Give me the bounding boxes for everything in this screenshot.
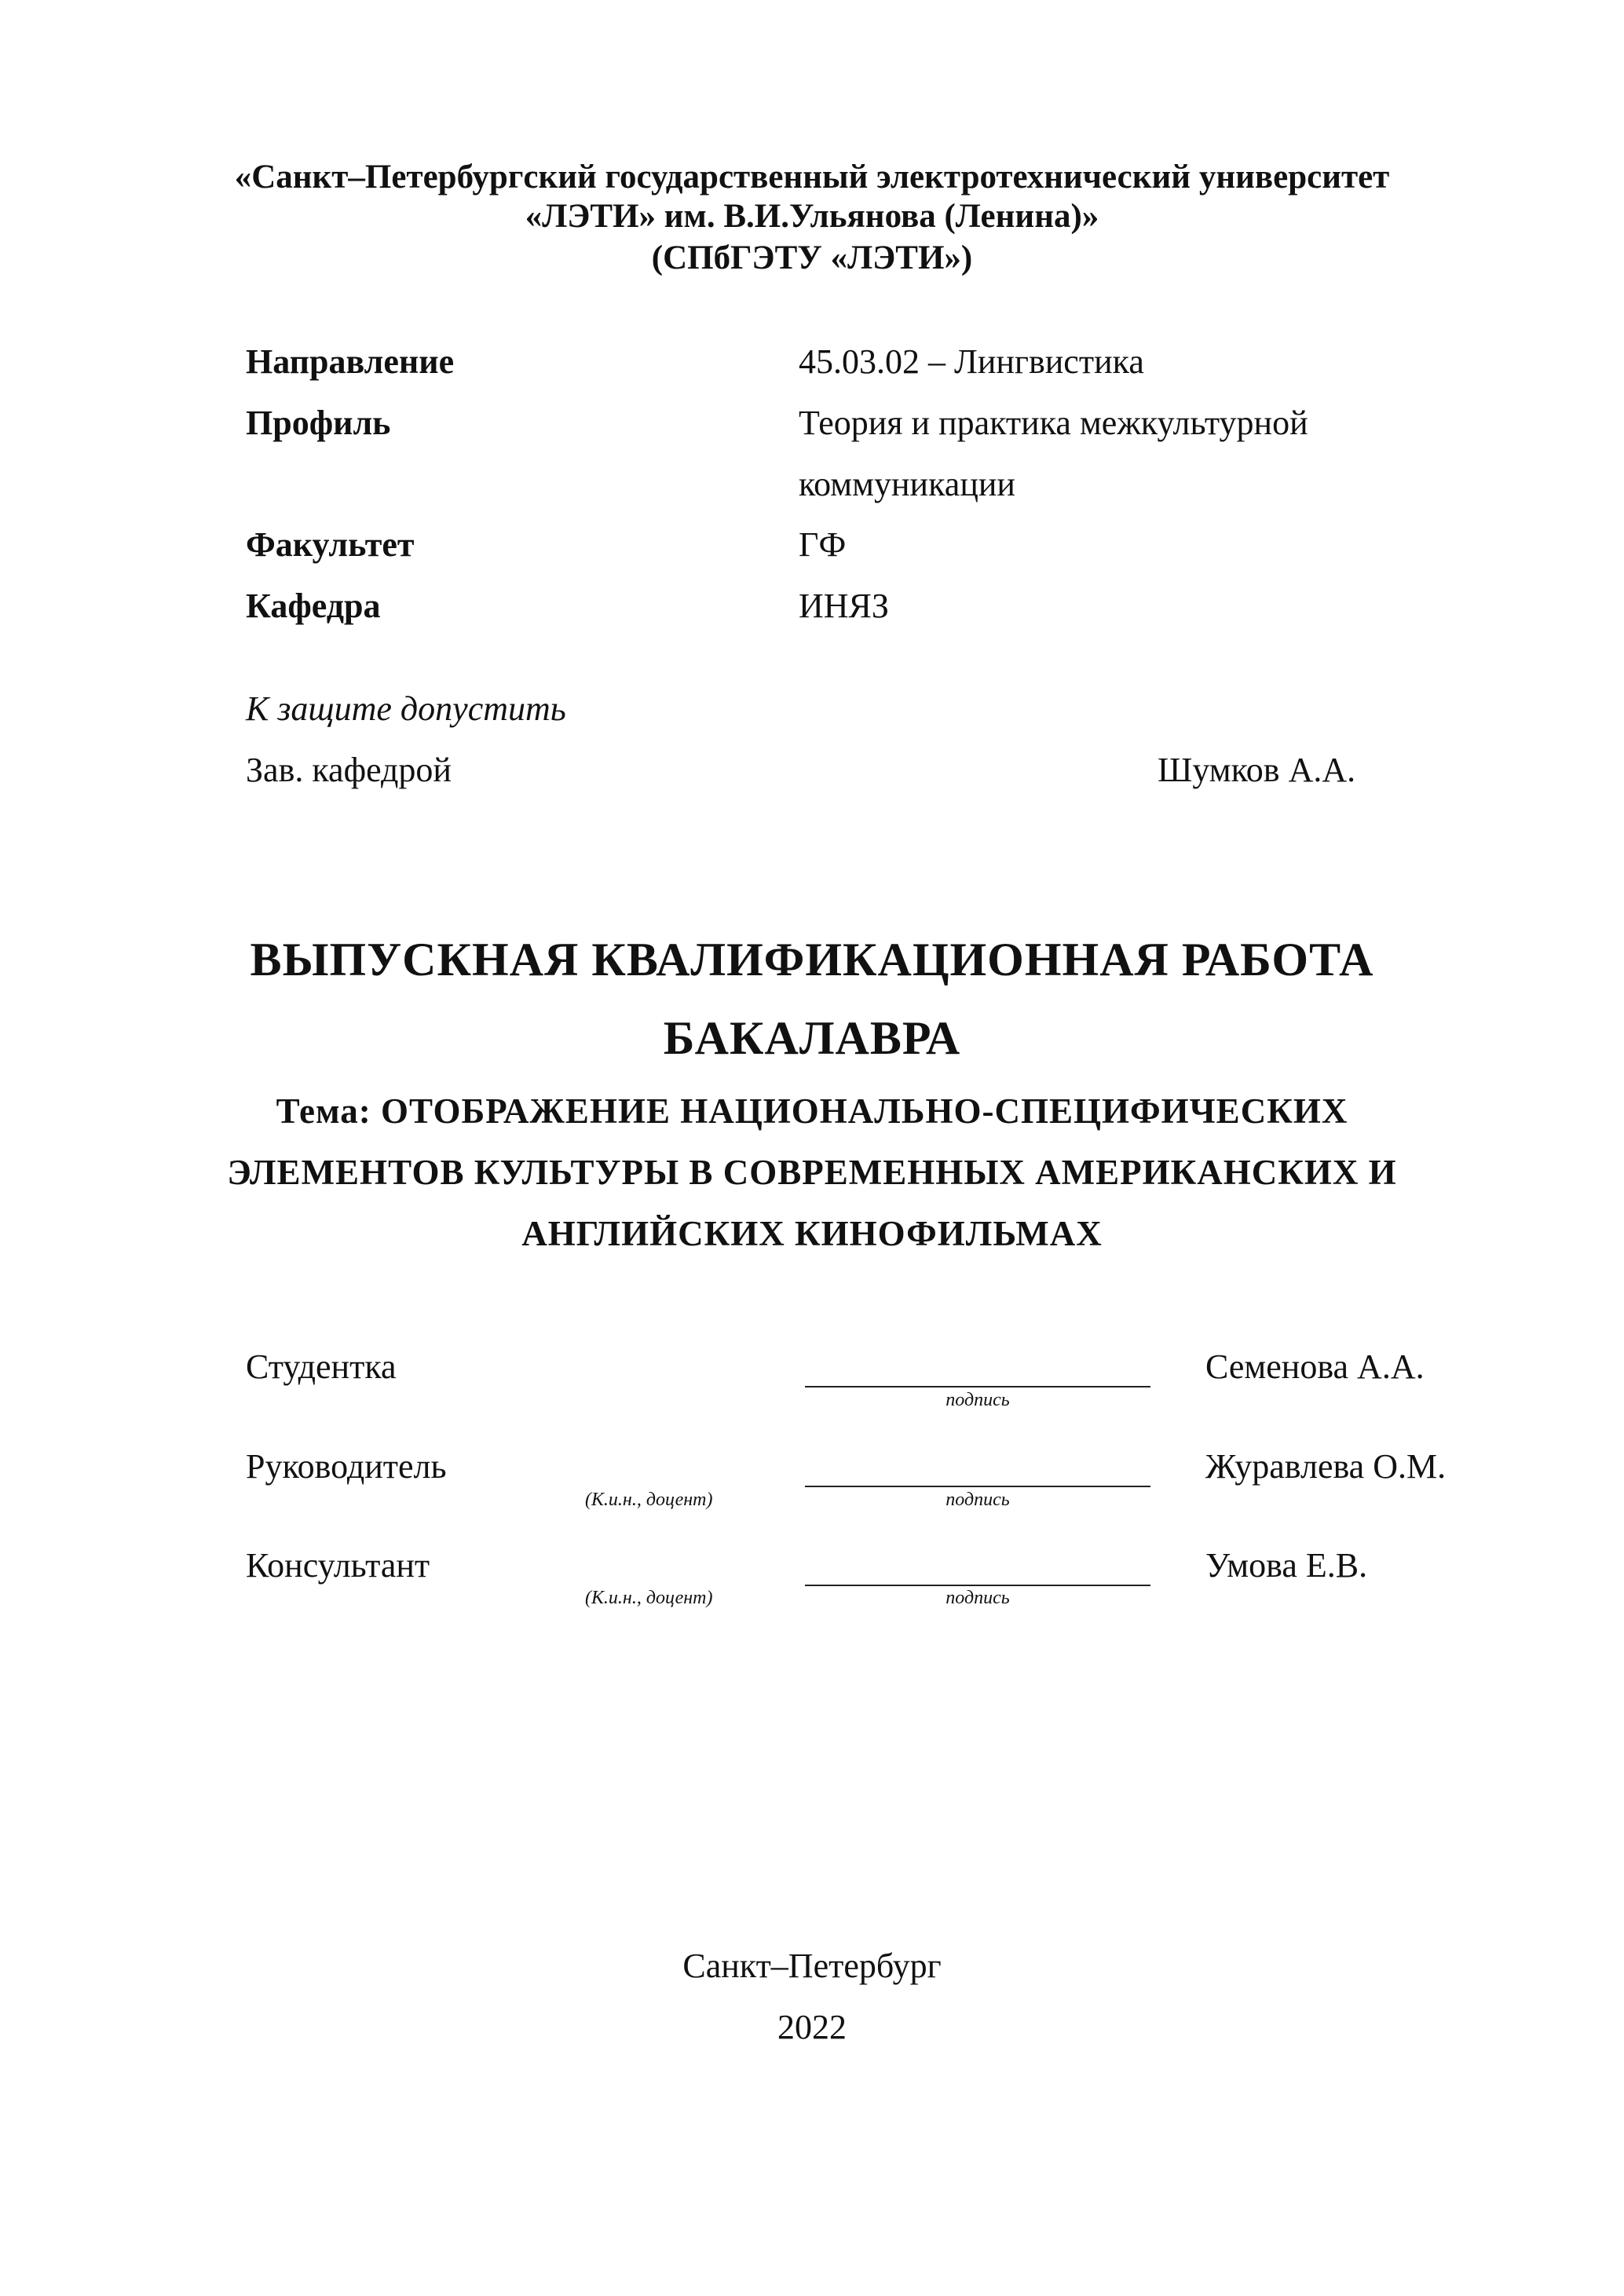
- supervisor-rank: (К.и.н., доцент): [585, 1490, 713, 1510]
- consultant-name: Умова Е.В.: [1205, 1546, 1368, 1585]
- student-role: Студентка: [246, 1347, 397, 1386]
- city: Санкт–Петербург: [682, 1947, 942, 1985]
- faculty-value: ГФ: [799, 525, 847, 564]
- supervisor-role: Руководитель: [246, 1447, 447, 1486]
- profile-label: Профиль: [246, 404, 391, 442]
- student-signature-line: [805, 1386, 1150, 1387]
- thesis-title-line2: БАКАЛАВРА: [663, 1012, 961, 1064]
- university-name-line1: «Санкт–Петербургский государственный электротехнический университет: [234, 159, 1390, 196]
- theme-line3: АНГЛИЙСКИХ КИНОФИЛЬМАХ: [521, 1214, 1103, 1253]
- theme-line2: ЭЛЕМЕНТОВ КУЛЬТУРЫ В СОВРЕМЕННЫХ АМЕРИКАНСКИХ И: [227, 1153, 1397, 1192]
- supervisor-name: Журавлева О.М.: [1205, 1447, 1447, 1486]
- department-value: ИНЯЗ: [799, 587, 889, 625]
- supervisor-signature-line: [805, 1486, 1150, 1487]
- student-name: Семенова А.А.: [1205, 1347, 1425, 1386]
- profile-value-line2: коммуникации: [799, 465, 1015, 503]
- consultant-signature-caption: подпись: [946, 1588, 1010, 1608]
- student-signature-caption: подпись: [946, 1390, 1010, 1410]
- university-abbreviation: (СПбГЭТУ «ЛЭТИ»): [651, 239, 973, 276]
- university-name-line2: «ЛЭТИ» им. В.И.Ульянова (Ленина)»: [525, 198, 1099, 235]
- admit-to-defense: К защите допустить: [246, 689, 566, 728]
- year: 2022: [777, 2008, 847, 2046]
- consultant-signature-line: [805, 1585, 1150, 1586]
- direction-value: 45.03.02 – Лингвистика: [799, 342, 1144, 381]
- consultant-rank: (К.и.н., доцент): [585, 1588, 713, 1608]
- thesis-title-line1: ВЫПУСКНАЯ КВАЛИФИКАЦИОННАЯ РАБОТА: [250, 934, 1374, 985]
- department-label: Кафедра: [246, 587, 381, 625]
- consultant-role: Консультант: [246, 1546, 430, 1585]
- head-of-department-name: Шумков А.А.: [1158, 751, 1356, 789]
- theme-line1: Тема: ОТОБРАЖЕНИЕ НАЦИОНАЛЬНО-СПЕЦИФИЧЕСКИХ: [276, 1091, 1348, 1131]
- profile-value-line1: Теория и практика межкультурной: [799, 404, 1308, 442]
- head-of-department-label: Зав. кафедрой: [246, 751, 452, 789]
- direction-label: Направление: [246, 342, 455, 381]
- faculty-label: Факультет: [246, 525, 415, 564]
- supervisor-signature-caption: подпись: [946, 1490, 1010, 1510]
